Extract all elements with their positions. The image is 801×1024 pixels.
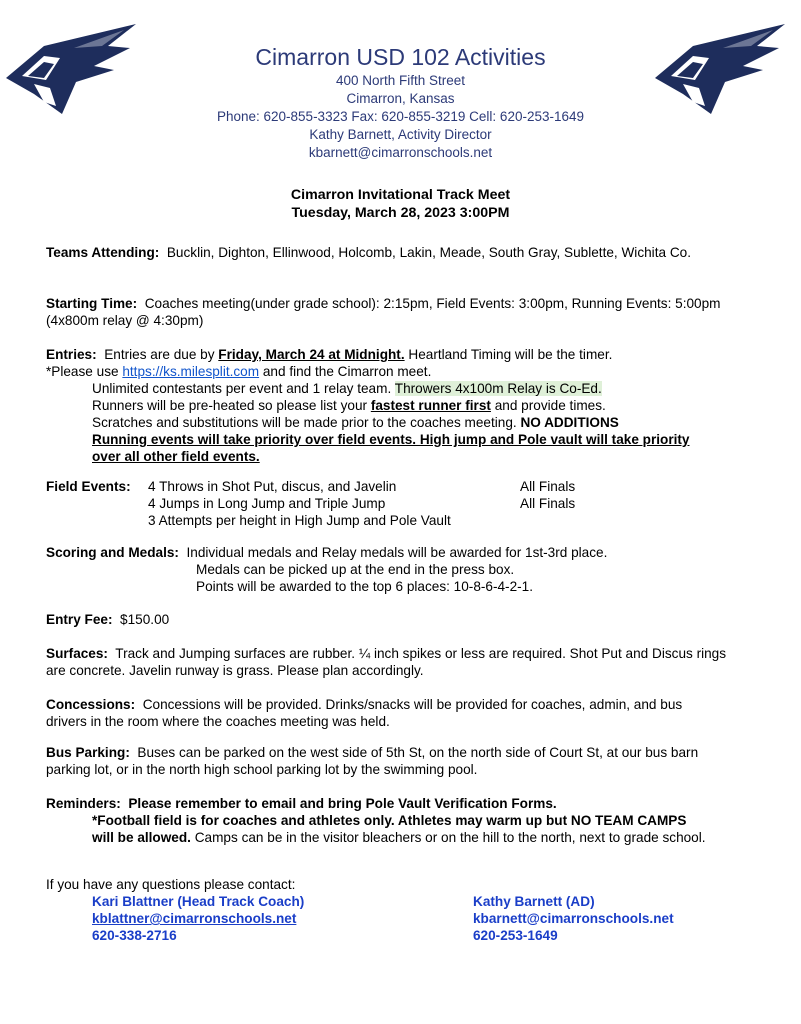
scoring-line1: Individual medals and Relay medals will be awarded for 1st-3rd place.: [186, 545, 608, 560]
reminders-football-rest: Camps can be in the visitor bleachers or on the hill to the north, next to grade school.: [194, 830, 706, 845]
surfaces-section: [46, 645, 736, 679]
entries-unlimited: Unlimited contestants per event and 1 relay team.: [92, 381, 392, 396]
field-row-text: 3 Attempts per height in High Jump and Pole Vault: [148, 513, 451, 528]
field-label: Field Events:: [46, 479, 131, 494]
bus-label: Bus Parking:: [46, 745, 130, 760]
concessions-text: Concessions will be provided. Drinks/snacks will be provided for coaches, admin, and bus drivers in the room where the coaches meeting was held.: [46, 697, 683, 729]
teams-label: Teams Attending:: [46, 245, 160, 260]
fee-section: [46, 611, 736, 628]
bus-text: Buses can be parked on the west side of 5th St, on the north side of Court St, at our bus barn parking lot, or in the north high school parking lot by the swimming pool.: [46, 745, 699, 777]
entries-coed: Throwers 4x100m Relay is Co-Ed.: [394, 381, 602, 396]
entries-preheat-prefix: Runners will be pre-heated so please list your: [92, 398, 368, 413]
letterhead-city: Cimarron, Kansas: [346, 91, 455, 106]
letterhead: [0, 42, 801, 162]
reminders-label: Reminders:: [46, 796, 121, 811]
letterhead-director: Kathy Barnett, Activity Director: [309, 127, 492, 142]
contact-phone: 620-253-1649: [473, 928, 558, 943]
concessions-section: [46, 696, 726, 730]
letterhead-email: kbarnett@cimarronschools.net: [308, 145, 493, 160]
meet-heading: [0, 186, 801, 222]
bus-section: [46, 744, 736, 778]
contact-intro: If you have any questions please contact:: [46, 877, 296, 892]
milesplit-link[interactable]: https://ks.milesplit.com: [122, 364, 260, 379]
contact-section: [46, 876, 746, 943]
entries-use-prefix: *Please use: [46, 364, 119, 379]
entries-no-additions: NO ADDITIONS: [520, 415, 619, 430]
entries-timer: Heartland Timing will be the timer.: [408, 347, 613, 362]
field-row-note: All Finals: [520, 479, 576, 494]
reminders-line1: Please remember to email and bring Pole Vault Verification Forms.: [128, 796, 557, 811]
meet-title: Cimarron Invitational Track Meet: [290, 187, 511, 203]
letterhead-phone: Phone: 620-855-3323 Fax: 620-855-3219 Cell: 620-253-1649: [216, 109, 585, 124]
fee-value: $150.00: [120, 612, 170, 627]
entries-fastest: fastest runner first: [370, 398, 491, 413]
reminders-section: [46, 795, 746, 846]
entries-scratches: Scratches and substitutions will be made prior to the coaches meeting.: [92, 415, 517, 430]
entries-section: [46, 346, 746, 465]
meet-date: Tuesday, March 28, 2023 3:00PM: [291, 205, 510, 221]
contact-right: [473, 893, 674, 944]
entries-priority: Running events will take priority over field events. High jump and Pole vault will take priority over all other field events.: [92, 432, 690, 464]
entries-preheat-suffix: and provide times.: [494, 398, 606, 413]
concessions-label: Concessions:: [46, 697, 136, 712]
field-row-text: 4 Jumps in Long Jump and Triple Jump: [148, 496, 386, 511]
entries-due-date: Friday, March 24 at Midnight.: [218, 347, 405, 362]
scoring-label: Scoring and Medals:: [46, 545, 179, 560]
starting-section: [46, 295, 736, 329]
contact-left: [92, 893, 304, 944]
contact-email: kbarnett@cimarronschools.net: [473, 911, 674, 926]
teams-section: [46, 244, 736, 261]
contact-name: Kari Blattner (Head Track Coach): [92, 894, 305, 909]
scoring-line2: Medals can be picked up at the end in the press box.: [196, 562, 515, 577]
contact-name: Kathy Barnett (AD): [473, 894, 595, 909]
letterhead-address: 400 North Fifth Street: [335, 73, 466, 88]
entries-label: Entries:: [46, 347, 97, 362]
field-row-note: All Finals: [520, 496, 576, 511]
field-row-text: 4 Throws in Shot Put, discus, and Javelin: [148, 479, 397, 494]
reminders-football: *Football field is for coaches and athletes only. Athletes may warm up but NO TEAM CAMPS will be allowed.: [92, 813, 687, 845]
contact-phone: 620-338-2716: [92, 928, 177, 943]
starting-label: Starting Time:: [46, 296, 138, 311]
fee-label: Entry Fee:: [46, 612, 113, 627]
scoring-section: [46, 544, 736, 595]
entries-use-suffix: and find the Cimarron meet.: [262, 364, 432, 379]
surfaces-label: Surfaces:: [46, 646, 108, 661]
scoring-line3: Points will be awarded to the top 6 places: 10-8-6-4-2-1.: [196, 579, 534, 594]
starting-text: Coaches meeting(under grade school): 2:15pm, Field Events: 3:00pm, Running Events: 5:00pm (4x800m relay @ 4:30pm): [46, 296, 721, 328]
surfaces-text: Track and Jumping surfaces are rubber. ¼ inch spikes or less are required. Shot Put and Discus rings are concrete. Javelin runway is grass. Please plan accordingly.: [46, 646, 727, 678]
contact-email-link[interactable]: kblattner@cimarronschools.net: [92, 911, 297, 926]
field-section: [46, 478, 736, 529]
entries-due-prefix: Entries are due by: [104, 347, 215, 362]
letterhead-title: Cimarron USD 102 Activities: [255, 44, 546, 70]
teams-text: Bucklin, Dighton, Ellinwood, Holcomb, Lakin, Meade, South Gray, Sublette, Wichita Co.: [166, 245, 691, 260]
